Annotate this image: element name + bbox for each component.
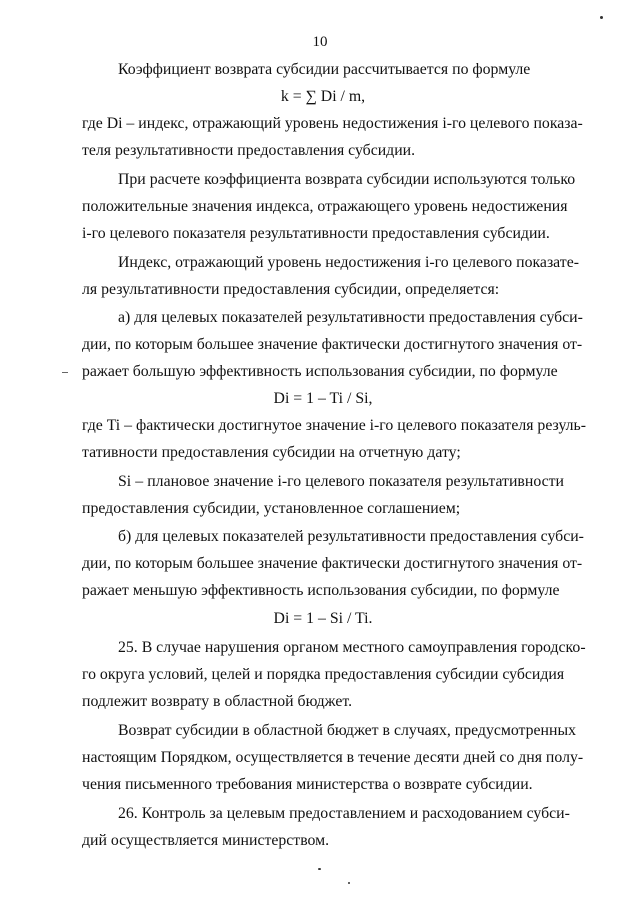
scan-mark [62, 372, 68, 373]
text-line: Индекс, отражающий уровень недостижения i-го целевого показате- [118, 254, 579, 271]
formula-k: k = ∑ Di / m, [280, 88, 366, 105]
text-line: ражает меньшую эффективность использования субсидии, по формуле [82, 582, 560, 599]
text-line: 25. В случае нарушения органом местного самоуправления городско- [118, 639, 586, 656]
text-line: Si – плановое значение i-го целевого показателя результативности [118, 473, 564, 490]
formula-di-a: Di = 1 – Ti / Si, [273, 390, 373, 407]
text-line: а) для целевых показателей результативности предоставления субси- [118, 309, 583, 326]
text-line: положительные значения индекса, отражающего уровень недостижения [82, 198, 568, 215]
text-line: Коэффициент возврата субсидии рассчитывается по формуле [118, 61, 531, 78]
text-line: Возврат субсидии в областной бюджет в случаях, предусмотренных [118, 722, 576, 739]
text-line: дий осуществляется министерством. [82, 832, 330, 849]
text-line: где Di – индекс, отражающий уровень недостижения i-го целевого показа- [82, 115, 583, 132]
text-line: подлежит возврату в областной бюджет. [82, 693, 353, 710]
text-line: б) для целевых показателей результативности предоставления субси- [118, 528, 584, 545]
text-line: где Ti – фактически достигнутое значение i-го целевого показателя резуль- [82, 417, 586, 434]
text-line: ля результативности предоставления субсидии, определяется: [82, 281, 500, 298]
text-line: дии, по которым большее значение фактически достигнутого значения от- [82, 555, 583, 572]
formula-di-b: Di = 1 – Si / Ti. [273, 610, 373, 627]
scan-speck [600, 16, 603, 19]
text-line: ражает большую эффективность использования субсидии, по формуле [82, 363, 558, 380]
text-line: При расчете коэффициента возврата субсидии используются только [118, 171, 576, 188]
text-line: го округа условий, целей и порядка предоставления субсидии субсидия [82, 666, 565, 683]
scan-speck [348, 882, 350, 884]
text-line: тативности предоставления субсидии на отчетную дату; [82, 444, 461, 461]
text-line: предоставления субсидии, установленное соглашением; [82, 500, 461, 517]
scan-speck [318, 868, 321, 870]
page-number: 10 [312, 34, 328, 50]
text-line: дии, по которым большее значение фактически достигнутого значения от- [82, 336, 583, 353]
text-line: чения письменного требования министерства о возврате субсидии. [82, 776, 533, 793]
text-line: 26. Контроль за целевым предоставлением и расходованием субси- [118, 805, 570, 822]
text-line: i-го целевого показателя результативности предоставления субсидии. [82, 225, 550, 242]
text-line: теля результативности предоставления субсидии. [82, 142, 416, 159]
text-line: настоящим Порядком, осуществляется в течение десяти дней со дня полу- [82, 749, 584, 766]
